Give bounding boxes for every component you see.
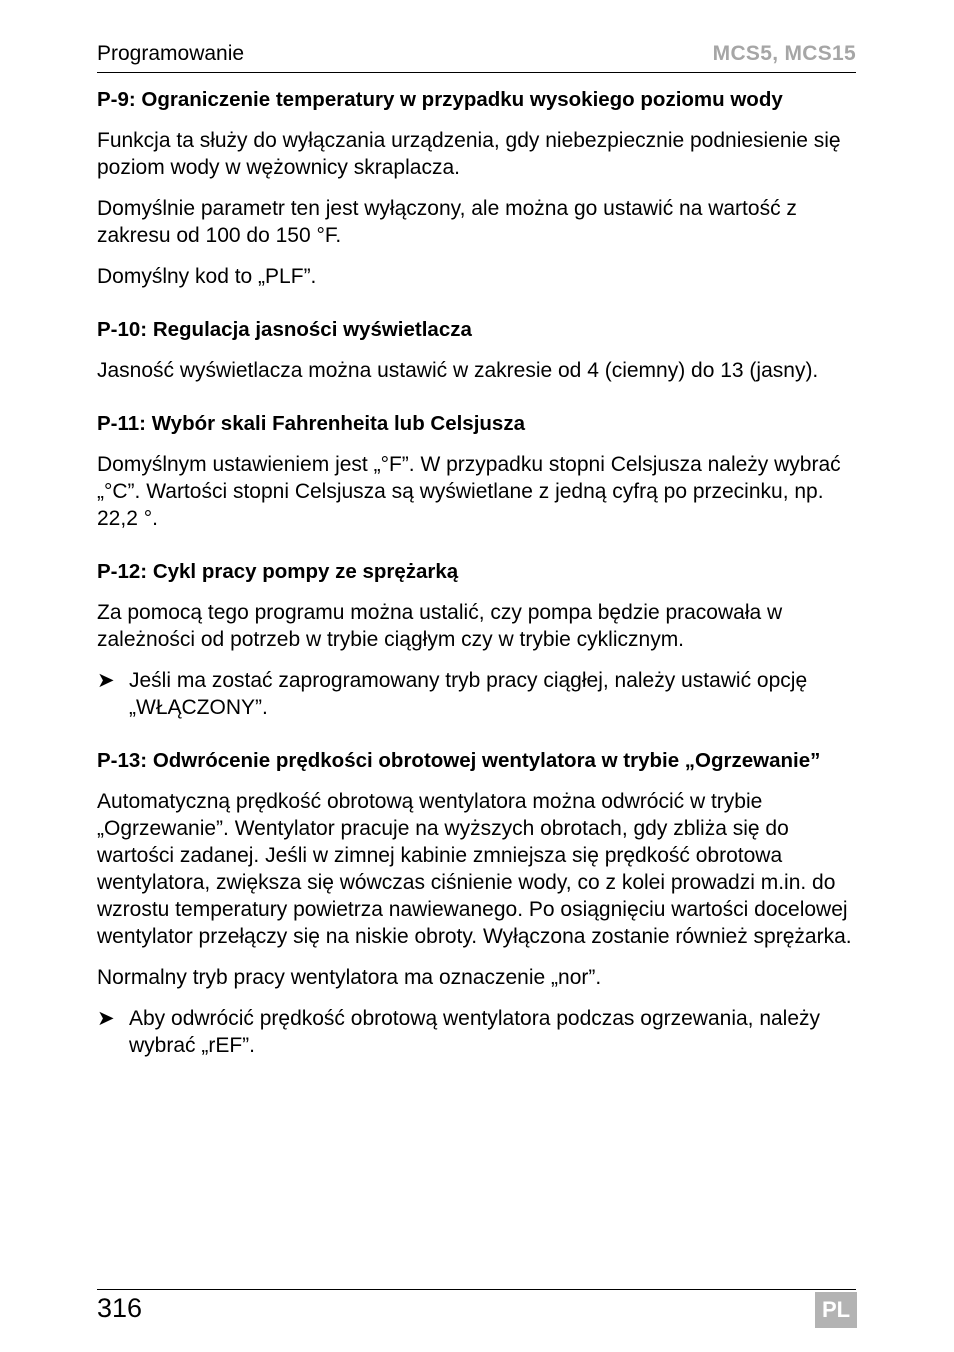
paragraph: Jasność wyświetlacza można ustawić w zakresie od 4 (ciemny) do 13 (jasny). [97, 359, 819, 382]
header-model-name: MCS5, MCS15 [712, 42, 856, 65]
paragraph: Normalny tryb pracy wentylatora ma oznaczenie „nor”. [97, 966, 602, 989]
section-p12 [97, 558, 857, 721]
section-p10 [97, 316, 857, 384]
section-p13 [97, 747, 857, 1059]
page-header [97, 40, 856, 73]
bullet-text: Jeśli ma zostać zaprogramowany tryb pracy ciągłej, należy ustawić opcję „WŁĄCZONY”. [129, 669, 808, 719]
paragraph: Domyślny kod to „PLF”. [97, 265, 317, 288]
page-number: 316 [97, 1293, 143, 1323]
paragraph: Automatyczną prędkość obrotową wentylatora można odwrócić w trybie „Ogrzewanie”. Wentylator pracuje na wyższych obrotach, gdy zbliża się do wartości zadanej. Jeśli w zimnej kabinie zmniejsza się prędkość obrotowa wentylatora, zwiększa się wówczas ciśnienie wody, co z kolei prowadzi m.in. do wzrostu temperatury powietrza nawiewanego. Po osiągnięciu wartości docelowej wentylator przełączy się na niskie obroty. Wyłączona zostanie również sprężarka. [97, 790, 852, 948]
bullet-text: Aby odwrócić prędkość obrotową wentylatora podczas ogrzewania, należy wybrać „rEF”. [129, 1007, 821, 1057]
instruction-bullet [97, 667, 857, 721]
section-heading: P-9: Ograniczenie temperatury w przypadku wysokiego poziomu wody [97, 88, 783, 111]
footer-divider [97, 1289, 856, 1290]
arrow-bullet-icon: ➤ [97, 669, 115, 692]
section-heading: P-13: Odwrócenie prędkości obrotowej wentylatora w trybie „Ogrzewanie” [97, 749, 821, 772]
section-heading: P-12: Cykl pracy pompy ze sprężarką [97, 560, 459, 583]
section-p9 [97, 86, 857, 290]
section-heading: P-11: Wybór skali Fahrenheita lub Celsjusza [97, 412, 525, 435]
section-heading: P-10: Regulacja jasności wyświetlacza [97, 318, 472, 341]
section-p11 [97, 410, 857, 532]
paragraph: Za pomocą tego programu można ustalić, czy pompa będzie pracowała w zależności od potrzeb w trybie ciągłym czy w trybie cyklicznym. [97, 601, 783, 651]
instruction-bullet [97, 1005, 857, 1059]
paragraph: Funkcja ta służy do wyłączania urządzenia, gdy niebezpiecznie podniesienie się poziom wody w wężownicy skraplacza. [97, 129, 841, 179]
paragraph: Domyślnie parametr ten jest wyłączony, ale można go ustawić na wartość z zakresu od 100 do 150 °F. [97, 197, 797, 247]
paragraph: Domyślnym ustawieniem jest „°F”. W przypadku stopni Celsjusza należy wybrać „°C”. Wartości stopni Celsjusza są wyświetlane z jedną cyfrą po przecinku, np. 22,2 °. [97, 453, 841, 530]
page-content [97, 86, 857, 1073]
language-badge: PL [815, 1292, 857, 1328]
header-section-title: Programowanie [97, 42, 245, 65]
arrow-bullet-icon: ➤ [97, 1007, 115, 1030]
